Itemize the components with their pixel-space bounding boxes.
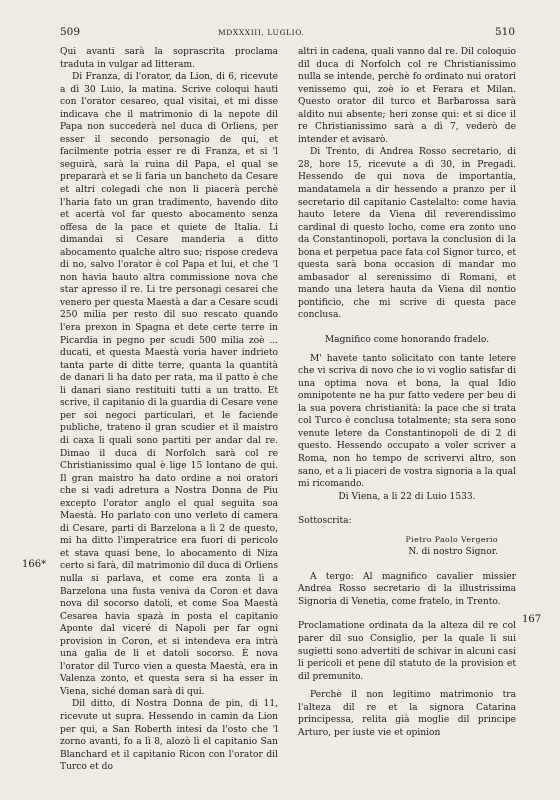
- paragraph: Dil ditto, di Nostra Donna de pin, di 11, ricevute ut supra. Hessendo in camin da Lion per qui, a San Roberth intesi da l'osto che 'l zorno avanti, fo a lì 8, alozò lì el capitanio San Blanchard et il capitanio Ricon con l'orator dil Turco et do: [60, 699, 278, 773]
- paragraph: A tergo: Al magnifico cavalier missier Andrea Rosso secretario di la illustrissima Signoria di Venetia, come fratelo, in Trento.: [298, 571, 516, 607]
- paragraph: Di Franza, di l'orator, da Lion, di 6, ricevute a dì 30 Luio, la matina. Scrive coloqui hauti con l'orator cesareo, qual visitai, et mi disse indicava che il matrimonio di la nepote dil Papa non succederà nel duca di Orliens, per esser il secondo personagio de qui, et facilmente potria esser re di Franza, et si 'l seguirà, sarà la ruina dil Papa, el qual se prepararà et se li faria un bancheto da Cesare et altri colegadi che non li piacerà perchè l'haria fato un gran tradimento, havendo dito et acertà vol far questo abocamento senza offesa de la pace et quiete de Italia. Li dimandai si Cesare manderia a ditto abocamento qualche altro suo; rispose credeva di no, salvo l'orator è col Papa et lui, et che 'l non havia hauto altra commissione nova che star apresso il re. Li tre personagi cesarei che venero per questa Maestà a dar a Cesare scudi 250 milia per resto dil suo rescato quando l'era prexon in Spagna et dete certe terre in Picardia in pegno per scudi 500 milia zoè ... ducati, et questa Maestà voria haver indrieto tanta parte di ditte terre, quanta la quantità de danari li ha dato per rata, ma il patto è che li danari siano restituiti tutti a un tratto. Et scrive, il capitanio di la guardia di Cesare vene per soi negoci particulari, et le faciende publiche, trateno il gran scudier et il maistro di caxa li quali sono partiti per andar dal re. Dimao il duca di Norfolch sarà col re Christianissimo qual è lige 15 lontano de qui. Il gran maistro ha dato ordine a noi oratori che si vadi adretura a Nostra Donna de Piu excepto l'orator anglo el qual seguita soa Maestà. Ho parlato con uno verleto di camera di Cesare, parti di Barzelona a lì 2 de questo, mi ha ditto l'imperatrice era fuori di pericolo et stava quasi bene, lo abocamento di Niza certo si farà, dil matrimonio dil duca di Orliens nulla si parlava, et come era zonta lì a Barzelona una fusta veniva da Coron et dava nova dil socorso datoli, et come Soa Maestà Cesarea havia spazà in posta el capitanio Aponte dal viceré di Napoli per far ogni provision in Coron, et si intendeva era intrà una galia de li et datoli socorso. È nova l'orator dil Turco vien a questa Maestà, era in Valenza zonto, et questa sera si ha esser in Viena, siché doman sarà di qui.: [60, 72, 278, 697]
- paragraph: Magnifico come honorando fradelo.: [324, 335, 490, 346]
- left-column: [60, 46, 278, 774]
- page-number-left: 509: [60, 26, 81, 38]
- paragraph: Perchè il non legitimo matrimonio tra l'alteza dil re et la signora Catarina principessa, relita già moglie dil principe Arturo, per iuste vie et opinion: [298, 690, 516, 738]
- paragraph: Pietro Paolo Vergerio: [405, 534, 498, 544]
- right-column: [298, 46, 516, 739]
- paragraph: altri in cadena, quali vanno dal re. Dil coloquio dil duca di Norfolch col re Christianissimo nulla se intende, perchè fo ordinato nui oratori venissemo qui, zoè io et Ferara et Milan. Questo orator dil turco et Barbarossa sarà aldito nui absente; heri zonse qui: et si dice il re Christianissimo sarà a dì 7, vederò de intender et avisarò.: [298, 47, 516, 145]
- paragraph: Sottoscrita:: [298, 516, 352, 527]
- running-header: [60, 26, 515, 40]
- paragraph: N. di nostro Signor.: [408, 547, 498, 558]
- paragraph: Di Viena, a li 22 di Luio 1533.: [338, 491, 476, 502]
- paragraph: Proclamatione ordinata da la alteza dil re col parer dil suo Consiglio, per la quale li sui sugietti sono advertiti de schivar in alcuni casi li pericoli et pene dil statuto de la provision et dil premunito.: [298, 621, 516, 682]
- paragraph: Di Trento, di Andrea Rosso secretario, di 28, hore 15, ricevute a dì 30, in Pregadi. Hessendo de qui nova de importantia, mandatamela a dir hessendo a pranzo per il secretario dil capitanio Castelalto: come havia hauto letere da Viena dil reverendissimo cardinal di questo locho, come era zonto uno da Constantinopoli, portava la conclusion di la bona et perpetua pace fata col Signor turco, et questa sarà bona occasion di mandar mo ambasador al serenissimo di Romani, et mando una letera hauta da Viena dil nontio pontificio, che mi scrive di questa pace conclusa.: [298, 147, 516, 321]
- margin-number-left: 166*: [22, 559, 47, 570]
- paragraph: M' havete tanto solicitato con tante letere che vi scriva di novo che io vi voglio satisfar di una optima nova et bona, la qual Idio omnipotente ne ha pur fatto vedere per beu di la sua povera christianità: la pace che si trata col Turco è conclusa totalmente; sta sera sono venute letere da Constantinopoli de di 2 di questo. Hessendo occupato a voler scriver a Roma, non ho tempo de scrivervi altro, son sano, et a li piaceri de vostra signoria a la qual mi ricomando.: [298, 353, 516, 490]
- running-title: MDXXXIII, LUGLIO.: [218, 28, 305, 37]
- margin-number-right: 167: [522, 614, 542, 625]
- paragraph: Qui avanti sarà la soprascrita proclama traduta in vulgar ad litteram.: [60, 47, 278, 70]
- page-number-right: 510: [494, 26, 515, 38]
